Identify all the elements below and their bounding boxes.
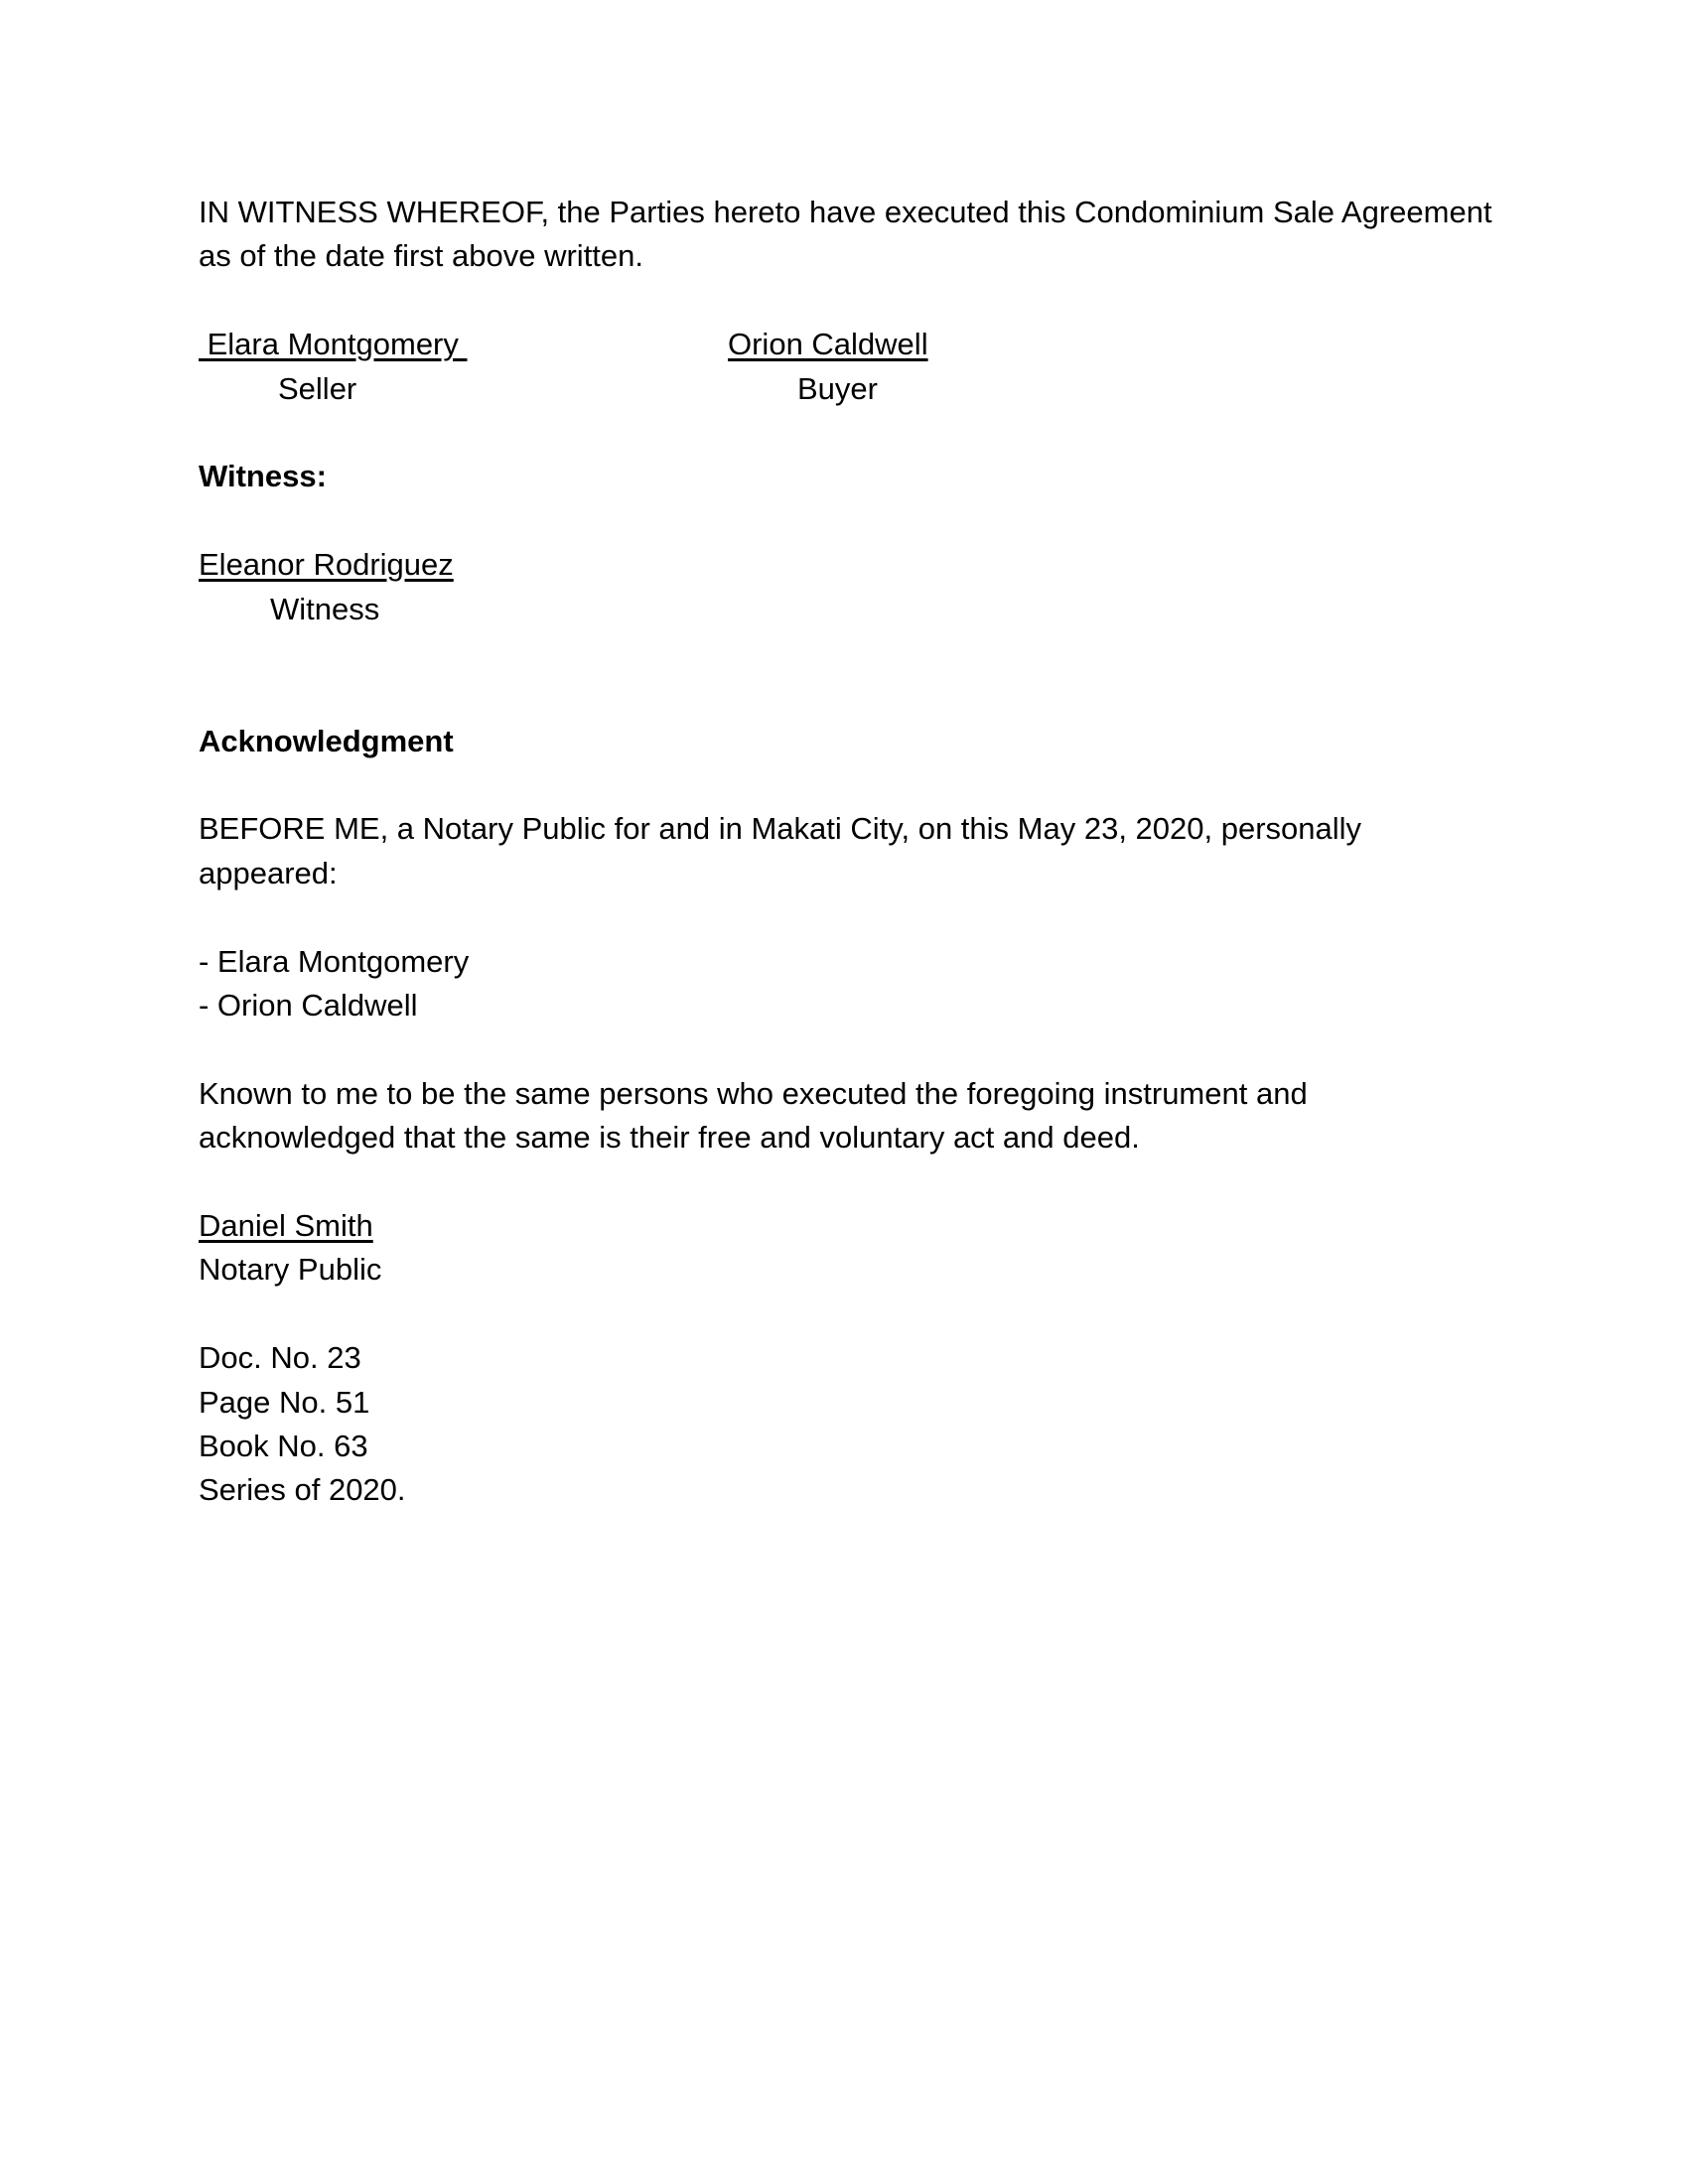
signature-name-row	[199, 323, 1499, 366]
blank-line	[199, 1293, 1499, 1336]
registry-page-no: Page No. 51	[199, 1384, 370, 1420]
acknowledgment-heading: Acknowledgment	[199, 723, 454, 758]
blank-line	[199, 411, 1499, 455]
witness-signature-name-line	[199, 543, 1499, 587]
blank-line	[199, 763, 1499, 807]
notary-signature-name-line	[199, 1204, 1499, 1248]
blank-line	[199, 499, 1499, 543]
known-to-me-line-2: acknowledged that the same is their free and voluntary act and deed.	[199, 1120, 1140, 1156]
notary-signature-name: Daniel Smith	[199, 1207, 373, 1243]
blank-line	[199, 631, 1499, 675]
signature-role-row	[199, 367, 1499, 411]
witness-signature-name: Eleanor Rodriguez	[199, 547, 454, 583]
known-to-me-line-1: Known to me to be the same persons who executed the foregoing instrument and	[199, 1075, 1308, 1111]
seller-signature-name: Elara Montgomery	[199, 327, 468, 362]
witness-heading: Witness:	[199, 459, 327, 494]
registry-series: Series of 2020.	[199, 1472, 406, 1508]
appeared-party-buyer: - Orion Caldwell	[199, 988, 418, 1024]
blank-line	[199, 895, 1499, 939]
witness-clause-line-2: as of the date first above written.	[199, 238, 644, 274]
witness-role-label: Witness	[270, 591, 380, 626]
acknowledgment-intro-line-2: appeared:	[199, 855, 338, 890]
seller-role-label: Seller	[278, 370, 357, 406]
notary-title-label: Notary Public	[199, 1252, 382, 1288]
blank-line	[199, 1027, 1499, 1071]
document-content	[199, 191, 1499, 1513]
buyer-signature-name: Orion Caldwell	[728, 327, 928, 362]
registry-book-no: Book No. 63	[199, 1428, 368, 1463]
acknowledgment-intro-line-1: BEFORE ME, a Notary Public for and in Makati City, on this May 23, 2020, personally	[199, 811, 1362, 847]
buyer-role-label: Buyer	[797, 370, 878, 406]
blank-line	[199, 279, 1499, 323]
blank-line	[199, 1160, 1499, 1204]
registry-doc-no: Doc. No. 23	[199, 1340, 361, 1376]
witness-clause-line-1: IN WITNESS WHEREOF, the Parties hereto have executed this Condominium Sale Agreement	[199, 195, 1492, 229]
blank-line	[199, 675, 1499, 719]
appeared-party-seller: - Elara Montgomery	[199, 943, 470, 979]
